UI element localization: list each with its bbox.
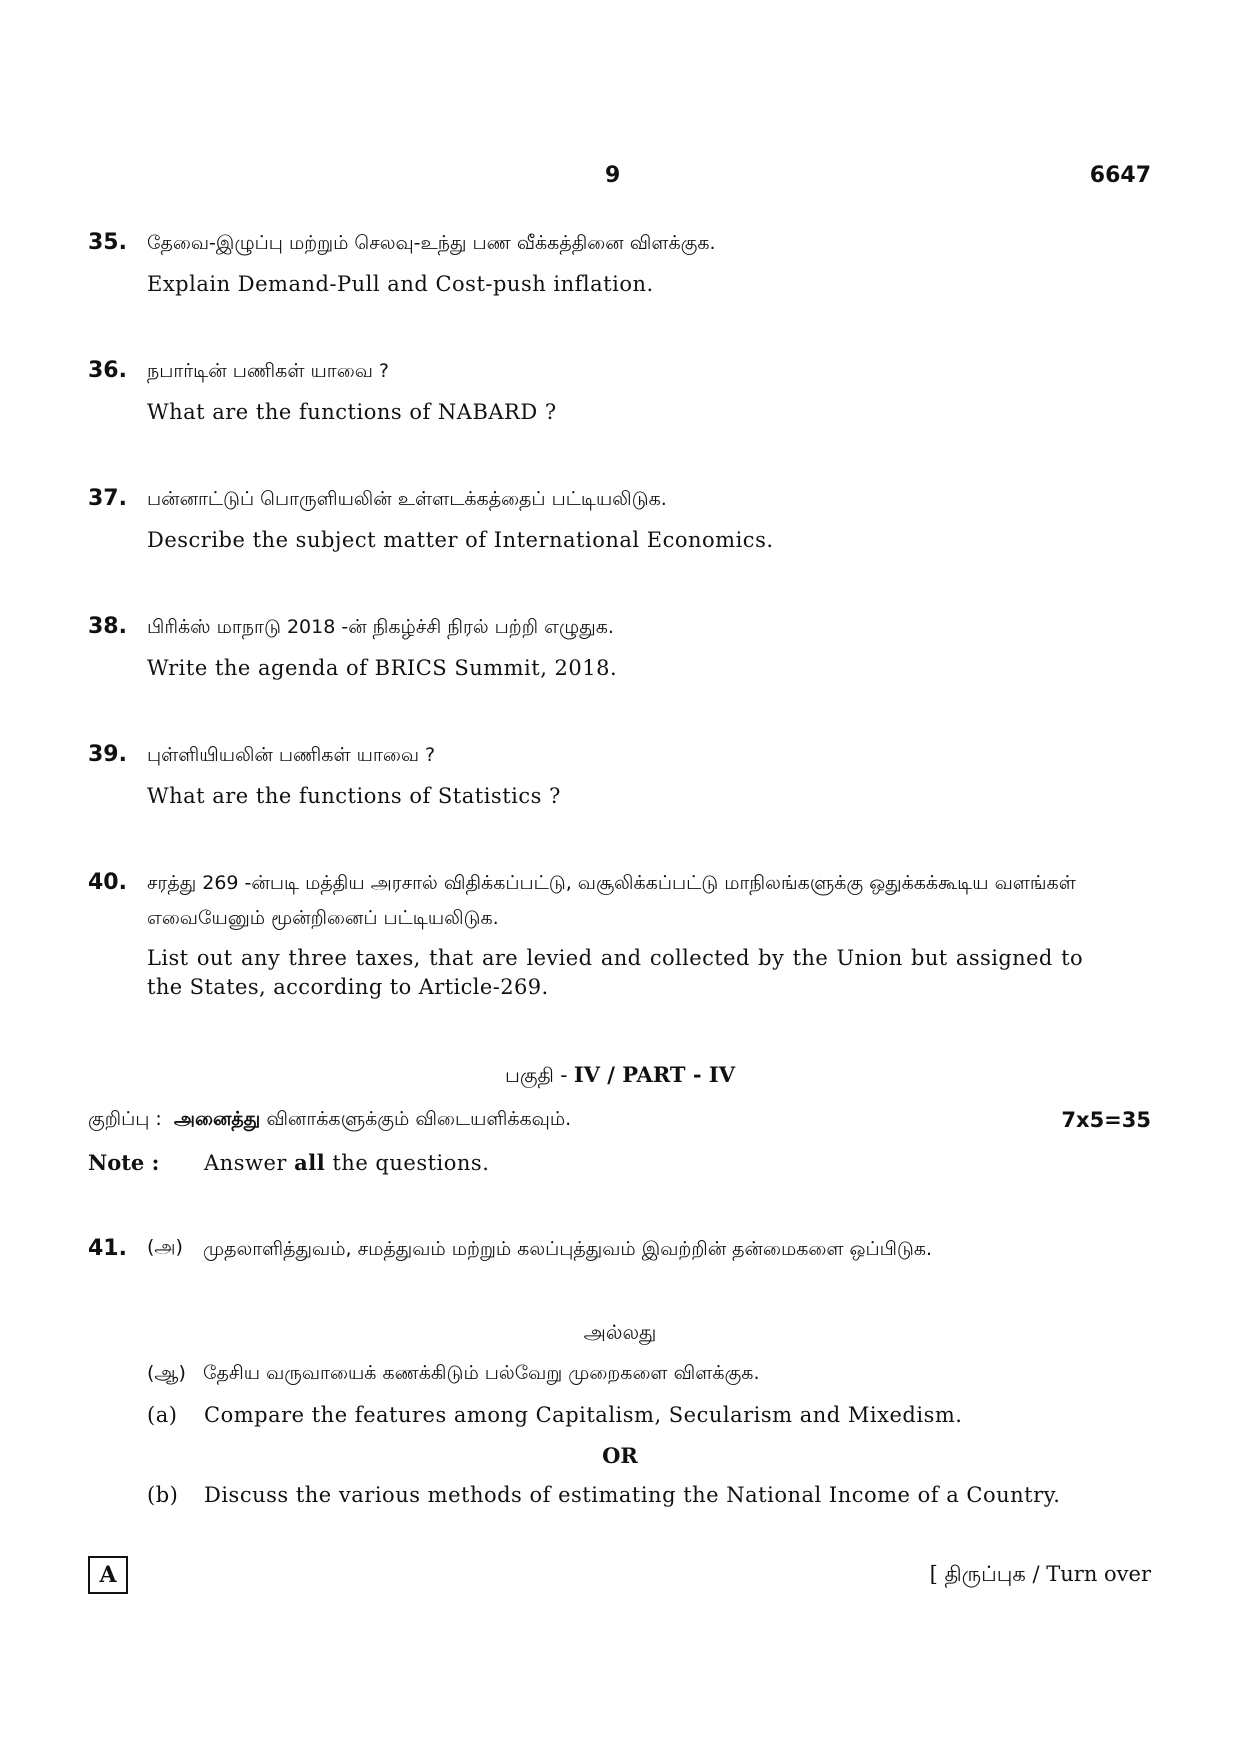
question-english: Write the agenda of BRICS Summit, 2018.	[147, 656, 618, 680]
marks-scheme: 7x5=35	[1061, 1108, 1151, 1132]
question-tamil: நபார்டின் பணிகள் யாவை ?	[147, 360, 390, 382]
option-b-tamil: தேசிய வருவாயைக் கணக்கிடும் பல்வேறு முறைகளை விளக்குக.	[203, 1362, 760, 1384]
option-a-english: Compare the features among Capitalism, Secularism and Mixedism.	[204, 1403, 963, 1427]
option-a-tamil: முதலாளித்துவம், சமத்துவம் மற்றும் கலப்புத்துவம் இவற்றின் தன்மைகளை ஒப்பிடுக.	[203, 1238, 933, 1260]
question-number: 38.	[88, 614, 127, 639]
question-number: 37.	[88, 486, 127, 511]
note-tamil-bold: அனைத்து	[173, 1108, 261, 1130]
question-tamil: பன்னாட்டுப் பொருளியலின் உள்ளடக்கத்தைப் பட்டியலிடுக.	[147, 488, 667, 510]
option-a-label: (a)	[147, 1403, 178, 1427]
option-b-tamil-label: (ஆ)	[147, 1362, 186, 1384]
question-tamil: புள்ளியியலின் பணிகள் யாவை ?	[147, 744, 436, 766]
note-english	[204, 1150, 489, 1175]
note-bold: all	[294, 1150, 326, 1175]
question-number: 35.	[88, 230, 127, 255]
note-tamil-rest: வினாக்களுக்கும் விடையளிக்கவும்.	[266, 1108, 572, 1130]
question-english: What are the functions of NABARD ?	[147, 400, 557, 424]
turn-over: [ திருப்புக / Turn over	[929, 1562, 1151, 1586]
question-number: 36.	[88, 358, 127, 383]
part-title: IV / PART - IV	[573, 1062, 735, 1087]
question-number: 39.	[88, 742, 127, 767]
note-tamil-label: குறிப்பு :	[88, 1108, 162, 1130]
part-tamil-label: பகுதி -	[505, 1063, 568, 1087]
question-english: List out any three taxes, that are levied and collected by the Union but assigned to the States, according to Article-269.	[147, 946, 1083, 999]
part-heading	[0, 1062, 1240, 1090]
paper-code: 6647	[1089, 163, 1151, 188]
option-a-tamil-label: (அ)	[147, 1236, 183, 1258]
page-number: 9	[605, 163, 621, 188]
question-number: 41.	[88, 1236, 127, 1261]
question-english: Describe the subject matter of International Economics.	[147, 528, 774, 552]
question-tamil: சரத்து 269 -ன்படி மத்திய அரசால் விதிக்கப்பட்டு, வசூலிக்கப்பட்டு மாநிலங்களுக்கு ஒதுக்கக்கூடிய வளங்கள் எவையேனும் மூன்றினைப் பட்டியலிடுக.	[147, 872, 1076, 929]
question-english: Explain Demand-Pull and Cost-push inflation.	[147, 272, 654, 296]
question-tamil: தேவை-இழுப்பு மற்றும் செலவு-உந்து பண வீக்கத்தினை விளக்குக.	[147, 232, 716, 254]
question-number: 40.	[88, 870, 127, 895]
option-b-english: Discuss the various methods of estimating the National Income of a Country.	[204, 1483, 1061, 1507]
or-english: OR	[602, 1443, 638, 1468]
or-tamil: அல்லது	[583, 1320, 657, 1344]
note-pre: Answer	[204, 1151, 287, 1175]
question-tamil: பிரிக்ஸ் மாநாடு 2018 -ன் நிகழ்ச்சி நிரல் பற்றி எழுதுக.	[147, 616, 614, 638]
note-label: Note :	[88, 1150, 160, 1175]
option-b-label: (b)	[147, 1483, 179, 1507]
question-english: What are the functions of Statistics ?	[147, 784, 561, 808]
note-tamil	[88, 1108, 571, 1133]
version-box: A	[88, 1556, 128, 1594]
note-post: the questions.	[332, 1151, 490, 1175]
